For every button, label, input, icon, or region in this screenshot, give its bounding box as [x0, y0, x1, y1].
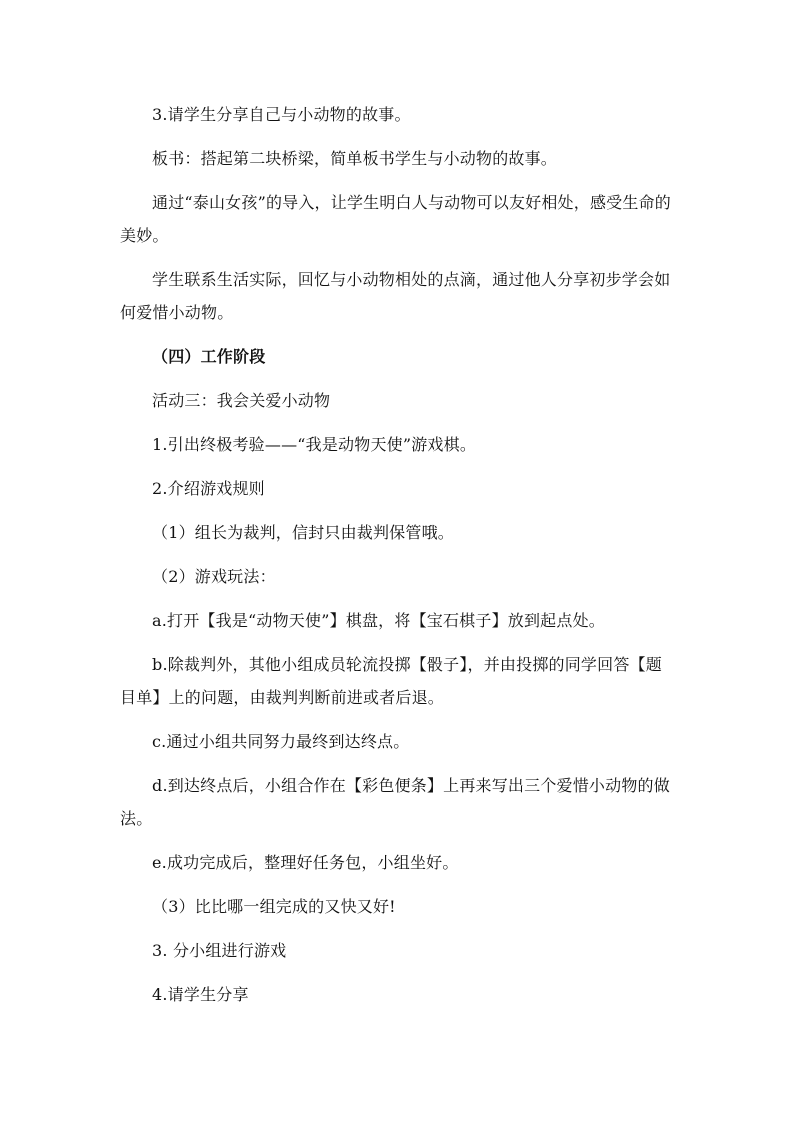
paragraph-step-c: c.通过小组共同努力最终到达终点。	[152, 732, 410, 751]
paragraph-game-rules: 2.介绍游戏规则	[152, 479, 265, 498]
paragraph-share-story: 3.请学生分享自己与小动物的故事。	[152, 105, 411, 124]
paragraph-life-connection: 学生联系生活实际，回忆与小动物相处的点滴，通过他人分享初步学会如何爱惜小动物。	[120, 270, 671, 322]
paragraph-rule-referee: （1）组长为裁判，信封只由裁判保管哦。	[152, 523, 454, 542]
paragraph-group-play: 3. 分小组进行游戏	[152, 941, 287, 960]
paragraph-student-share: 4.请学生分享	[152, 985, 249, 1004]
paragraph-step-a: a.打开【我是“动物天使”】棋盘，将【宝石棋子】放到起点处。	[152, 611, 605, 630]
paragraph-intro-summary: 通过“泰山女孩”的导入，让学生明白人与动物可以友好相处，感受生命的美妙。	[120, 193, 671, 245]
paragraph-rule-compare: （3）比比哪一组完成的又快又好!	[152, 897, 396, 916]
paragraph-step-d: d.到达终点后，小组合作在【彩色便条】上再来写出三个爱惜小动物的做法。	[120, 776, 670, 828]
paragraph-final-challenge: 1.引出终极考验——“我是动物天使”游戏棋。	[152, 435, 477, 454]
paragraph-step-b: b.除裁判外，其他小组成员轮流投掷【骰子】，并由投掷的同学回答【题目单】上的问题，由裁判判断前进或者后退。	[120, 655, 662, 707]
document-body	[120, 98, 676, 1022]
paragraph-blackboard-note: 板书：搭起第二块桥梁，简单板书学生与小动物的故事。	[152, 149, 558, 168]
section-heading-work-stage: （四）工作阶段	[152, 347, 266, 366]
paragraph-activity-three: 活动三：我会关爱小动物	[152, 391, 331, 410]
paragraph-step-e: e.成功完成后，整理好任务包，小组坐好。	[152, 853, 459, 872]
paragraph-rule-gameplay: （2）游戏玩法：	[152, 567, 276, 586]
